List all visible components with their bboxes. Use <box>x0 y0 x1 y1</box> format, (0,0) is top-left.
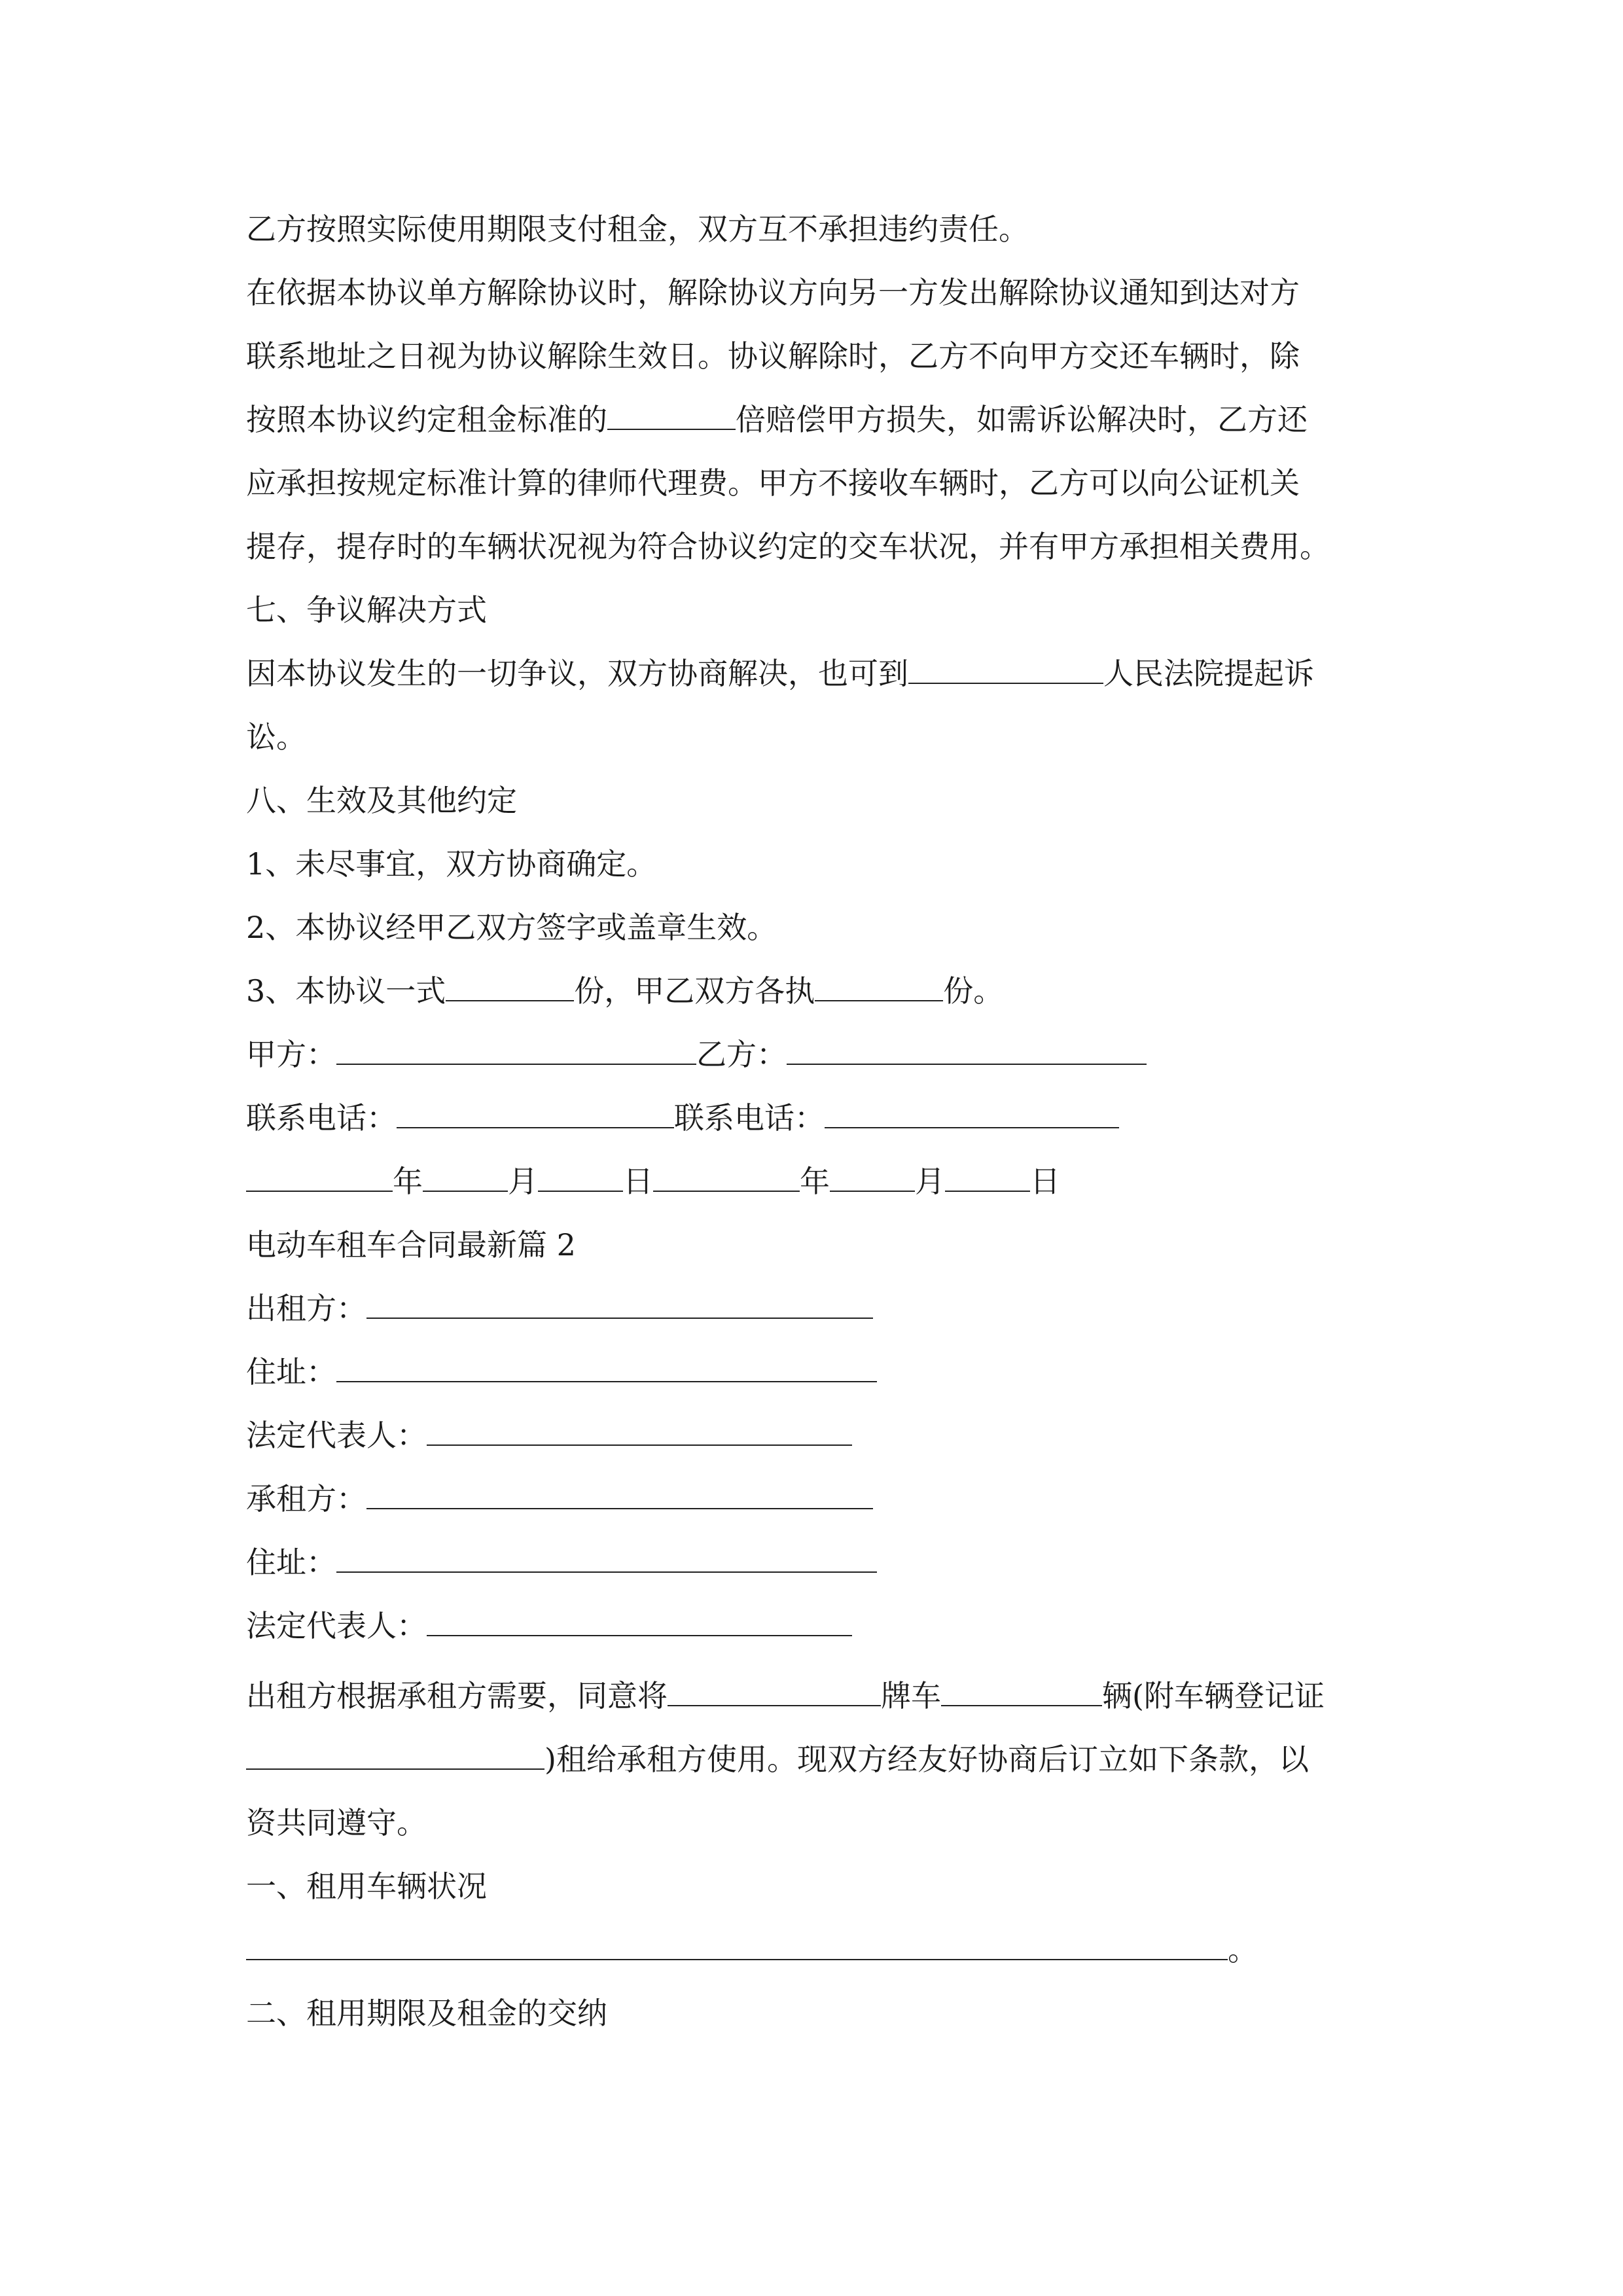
section-8-item-1: 1、未尽事宜，双方协商确定。 <box>246 846 657 882</box>
lessor-representative-label: 法定代表人： <box>246 1418 427 1453</box>
section-7-text-continued: 讼。 <box>246 719 306 755</box>
termination-line-1: 在依据本协议单方解除协议时，解除协议方向另一方发出解除协议通知到达对方 <box>246 275 1300 310</box>
vehicle-condition-period: 。 <box>1228 1932 1258 1967</box>
vehicle-condition-blank[interactable] <box>246 1930 1228 1960</box>
intro-line-2 <box>246 1740 1385 1779</box>
vehicle-condition-row <box>246 1930 1258 1969</box>
lessor-representative-row <box>246 1416 852 1455</box>
phone-b-label: 联系电话： <box>674 1100 825 1136</box>
contract-2-section-1: 一、租用车辆状况 <box>246 1869 487 1904</box>
section-7-text-start: 因本协议发生的一切争议，双方协商解决，也可到 <box>246 656 908 691</box>
lessee-representative-row <box>246 1606 852 1645</box>
phone-signature-row <box>246 1098 1119 1138</box>
vehicle-count-blank[interactable] <box>941 1676 1102 1706</box>
year-a-label: 年 <box>393 1164 423 1199</box>
date-signature-row <box>246 1162 1060 1201</box>
intro-line-1 <box>246 1676 1385 1715</box>
section-8-item-3 <box>246 971 1385 1011</box>
lessee-address-blank[interactable] <box>336 1543 877 1573</box>
lessor-address-blank[interactable] <box>336 1352 877 1382</box>
intro-line-3: 资共同遵守。 <box>246 1805 427 1840</box>
item-3-mid: 份，甲乙双方各执 <box>574 973 815 1009</box>
lessor-address-label: 住址： <box>246 1354 336 1390</box>
lessee-blank[interactable] <box>366 1479 873 1509</box>
item-3-start: 3、本协议一式 <box>246 973 446 1009</box>
intro-registration-label: 辆(附车辆登记证 <box>1102 1678 1325 1713</box>
termination-line-3-start: 按照本协议约定租金标准的 <box>246 402 607 437</box>
year-a-blank[interactable] <box>246 1162 393 1192</box>
item-3-end: 份。 <box>943 973 1004 1009</box>
lessee-representative-blank[interactable] <box>427 1606 852 1636</box>
party-a-label: 甲方： <box>246 1037 336 1072</box>
termination-line-5: 提存，提存时的车辆状况视为符合协议约定的交车状况，并有甲方承担相关费用。 <box>246 529 1330 564</box>
day-b-label: 日 <box>1030 1164 1060 1199</box>
lessor-blank[interactable] <box>366 1289 873 1319</box>
copies-total-blank[interactable] <box>446 971 574 1001</box>
lessee-row <box>246 1479 873 1518</box>
intro-start: 出租方根据承租方需要，同意将 <box>246 1678 668 1713</box>
contract-2-title: 电动车租车合同最新篇 2 <box>246 1227 576 1263</box>
section-7-text-end: 人民法院提起诉 <box>1103 656 1314 691</box>
day-b-blank[interactable] <box>945 1162 1030 1192</box>
contract-2-section-2: 二、租用期限及租金的交纳 <box>246 1996 607 2031</box>
copies-each-blank[interactable] <box>815 971 943 1001</box>
termination-line-4: 应承担按规定标准计算的律师代理费。甲方不接收车辆时，乙方可以向公证机关 <box>246 465 1300 501</box>
intro-continued: )租给承租方使用。现双方经友好协商后订立如下条款，以 <box>544 1742 1309 1777</box>
month-b-blank[interactable] <box>830 1162 915 1192</box>
party-b-label: 乙方： <box>696 1037 787 1072</box>
section-7-text <box>246 654 1385 693</box>
lessee-representative-label: 法定代表人： <box>246 1608 427 1643</box>
month-b-label: 月 <box>915 1164 945 1199</box>
section-7-heading: 七、争议解决方式 <box>246 592 487 628</box>
party-a-blank[interactable] <box>336 1035 696 1065</box>
intro-plate-label: 牌车 <box>881 1678 941 1713</box>
phone-a-blank[interactable] <box>397 1098 674 1128</box>
party-signature-row <box>246 1035 1147 1074</box>
plate-blank[interactable] <box>668 1676 881 1706</box>
termination-line-3 <box>246 400 1385 439</box>
year-b-blank[interactable] <box>653 1162 800 1192</box>
lessee-address-label: 住址： <box>246 1545 336 1580</box>
section-8-item-2: 2、本协议经甲乙双方签字或盖章生效。 <box>246 910 777 945</box>
lessee-address-row <box>246 1543 877 1582</box>
month-a-label: 月 <box>508 1164 538 1199</box>
party-b-blank[interactable] <box>787 1035 1147 1065</box>
phone-b-blank[interactable] <box>825 1098 1119 1128</box>
compensation-multiple-blank[interactable] <box>607 400 736 430</box>
registration-blank[interactable] <box>246 1740 544 1770</box>
phone-a-label: 联系电话： <box>246 1100 397 1136</box>
lessor-label: 出租方： <box>246 1291 366 1326</box>
year-b-label: 年 <box>800 1164 830 1199</box>
day-a-label: 日 <box>623 1164 653 1199</box>
court-name-blank[interactable] <box>908 654 1103 684</box>
month-a-blank[interactable] <box>423 1162 508 1192</box>
section-8-heading: 八、生效及其他约定 <box>246 783 517 818</box>
lessor-address-row <box>246 1352 877 1391</box>
termination-line-2: 联系地址之日视为协议解除生效日。协议解除时，乙方不向甲方交还车辆时，除 <box>246 338 1300 374</box>
paragraph-continuation: 乙方按照实际使用期限支付租金，双方互不承担违约责任。 <box>246 211 1029 247</box>
lessor-row <box>246 1289 873 1328</box>
lessee-label: 承租方： <box>246 1481 366 1516</box>
termination-line-3-end: 倍赔偿甲方损失，如需诉讼解决时，乙方还 <box>736 402 1308 437</box>
day-a-blank[interactable] <box>538 1162 623 1192</box>
lessor-representative-blank[interactable] <box>427 1416 852 1446</box>
